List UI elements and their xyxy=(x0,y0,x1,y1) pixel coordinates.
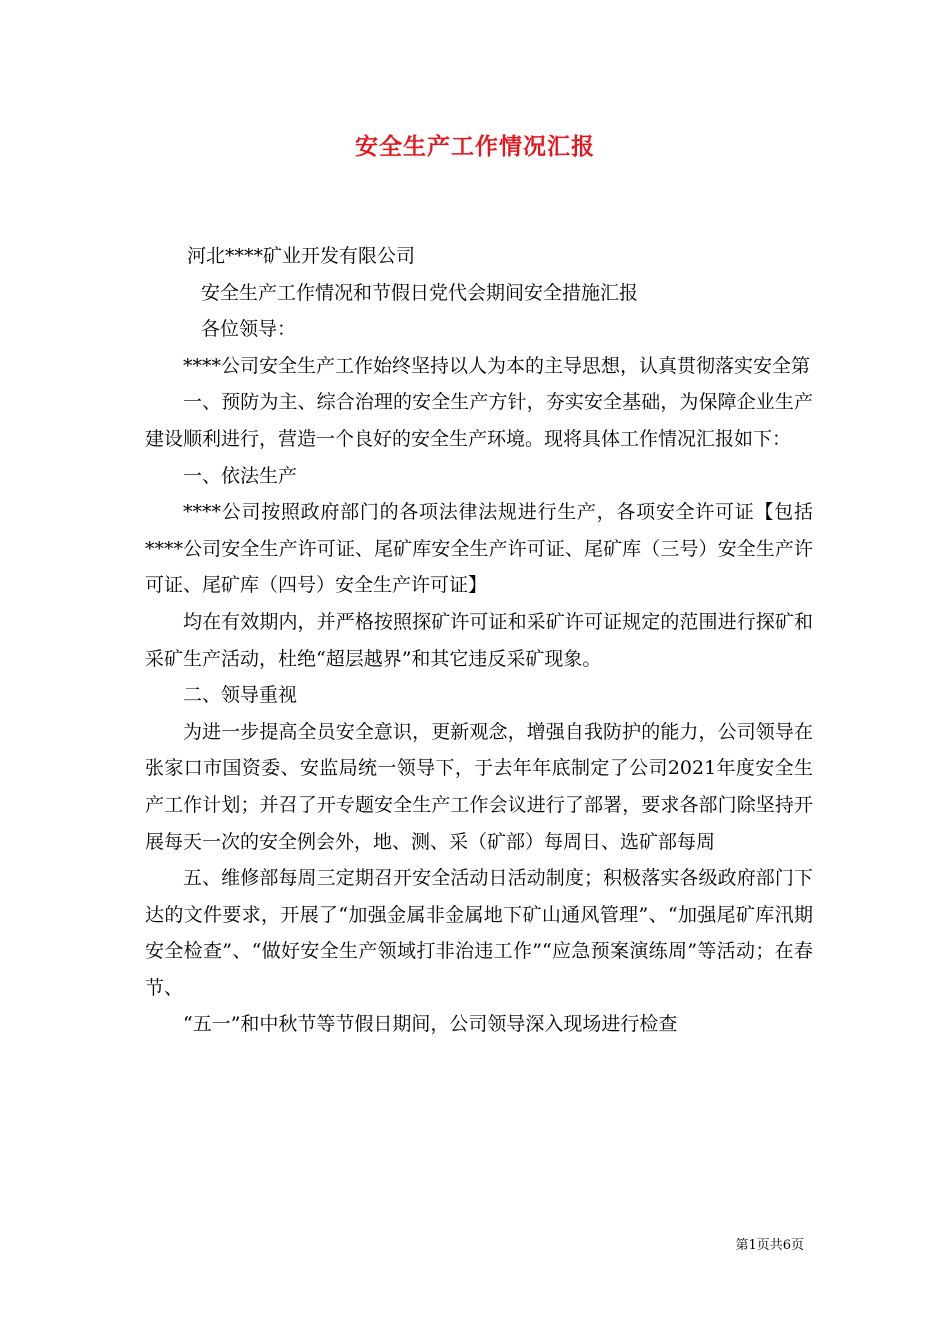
paragraph: ****公司按照政府部门的各项法律法规进行生产，各项安全许可证【包括****公司安全生产许可证、尾矿库安全生产许可证、尾矿库（三号）安全生产许可证、尾矿库（四号）安全生产许可证】 xyxy=(145,501,813,597)
paragraph: 一、预防为主、综合治理的安全生产方针，夯实安全基础，为保障企业生产建设顺利进行，营造一个良好的安全生产环境。现将具体工作情况汇报如下： xyxy=(145,391,813,450)
salutation: 各位领导： xyxy=(201,318,297,341)
section-heading: 一、依法生产 xyxy=(183,464,298,487)
paragraph: 均在有效期内，并严格按照探矿许可证和采矿许可证规定的范围进行探矿和采矿生产活动，杜绝“超层越界”和其它违反采矿现象。 xyxy=(145,610,813,670)
paragraph: 为进一步提高全员安全意识，更新观念，增强自我防护的能力，公司领导在张家口市国资委、安监局统一领导下，于去年年底制定了公司2021年度安全生产工作计划；并召了开专题安全生产工作会议进行了部署，要求各部门除坚持开展每天一次的安全例会外，地、测、采（矿部）每周日、选矿部每周 xyxy=(145,720,813,853)
paragraph: “五一”和中秋节等节假日期间，公司领导深入现场进行检查 xyxy=(183,1013,678,1036)
document-body xyxy=(145,238,813,1043)
report-subtitle: 安全生产工作情况和节假日党代会期间安全措施汇报 xyxy=(201,281,639,304)
document-title: 安全生产工作情况汇报 xyxy=(355,133,595,160)
section-heading: 二、领导重视 xyxy=(183,684,298,707)
paragraph: 五、维修部每周三定期召开安全活动日活动制度；积极落实各级政府部门下达的文件要求，开展了“加强金属非金属地下矿山通风管理”、“加强尾矿库汛期安全检查”、“做好安全生产领域打非治违工作”“应急预案演练周”等活动；在春节、 xyxy=(145,867,813,999)
company-name: 河北****矿业开发有限公司 xyxy=(187,245,416,267)
page-number: 第1页共6页 xyxy=(735,1238,804,1253)
paragraph: ****公司安全生产工作始终坚持以人为本的主导思想，认真贯彻落实安全第 xyxy=(183,354,811,377)
